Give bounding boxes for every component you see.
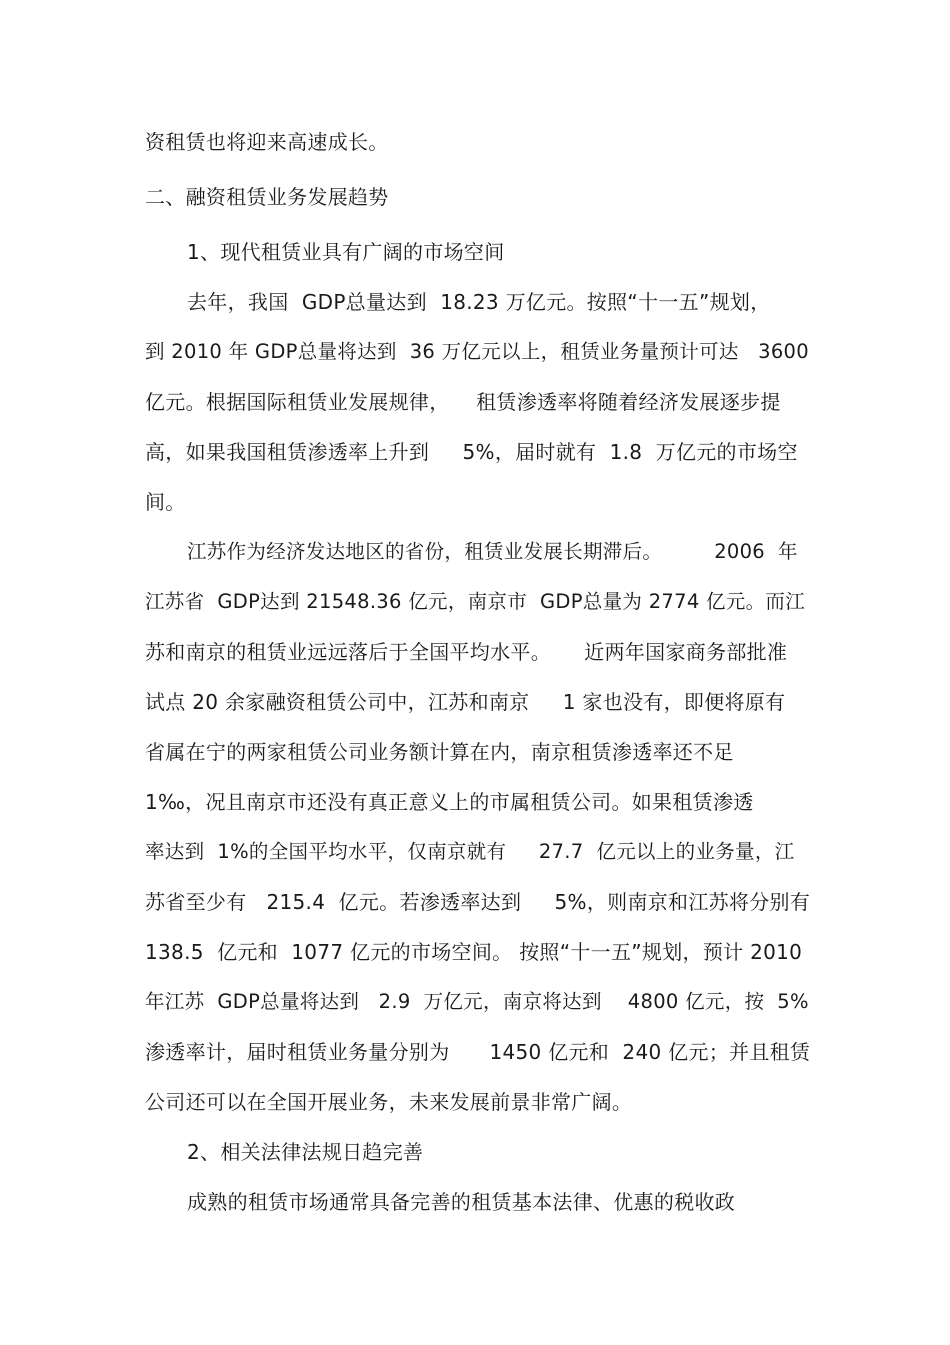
text-line: 资租赁也将迎来高速成长。	[145, 130, 389, 154]
subsection-heading: 2、相关法律法规日趋完善	[187, 1140, 424, 1164]
text-line: 1‰，况且南京市还没有真正意义上的市属租赁公司。如果租赁渗透	[145, 790, 754, 814]
text-line: 高，如果我国租赁渗透率上升到 5%，届时就有 1.8 万亿元的市场空	[145, 440, 798, 464]
text-line: 到 2010 年 GDP总量将达到 36 万亿元以上，租赁业务量预计可达 3600	[145, 340, 809, 363]
text-line: 渗透率计，届时租赁业务量分别为 1450 亿元和 240 亿元；并且租赁	[145, 1040, 811, 1064]
text-line: 江苏省 GDP达到 21548.36 亿元，南京市 GDP总量为 2774 亿元。而江	[145, 590, 806, 613]
text-line: 省属在宁的两家租赁公司业务额计算在内，南京租赁渗透率还不足	[145, 740, 734, 764]
text-line: 公司还可以在全国开展业务，未来发展前景非常广阔。	[145, 1090, 633, 1114]
text-line: 苏省至少有 215.4 亿元。若渗透率达到 5%，则南京和江苏将分别有	[145, 890, 811, 914]
section-heading: 二、融资租赁业务发展趋势	[145, 185, 389, 209]
text-line: 江苏作为经济发达地区的省份，租赁业发展长期滞后。 2006 年	[187, 540, 798, 563]
text-line: 138.5 亿元和 1077 亿元的市场空间。 按照“十一五”规划，预计 2010	[145, 940, 803, 964]
text-line: 年江苏 GDP总量将达到 2.9 万亿元，南京将达到 4800 亿元，按 5%	[145, 990, 809, 1013]
text-line: 试点 20 余家融资租赁公司中，江苏和南京 1 家也没有，即便将原有	[145, 690, 786, 714]
text-line: 成熟的租赁市场通常具备完善的租赁基本法律、优惠的税收政	[187, 1190, 736, 1214]
text-line: 亿元。根据国际租赁业发展规律， 租赁渗透率将随着经济发展逐步提	[145, 390, 781, 414]
text-line: 间。	[145, 490, 186, 514]
text-line: 苏和南京的租赁业远远落后于全国平均水平。 近两年国家商务部批准	[145, 640, 788, 664]
text-line: 率达到 1%的全国平均水平，仅南京就有 27.7 亿元以上的业务量，江	[145, 840, 795, 863]
subsection-heading: 1、现代租赁业具有广阔的市场空间	[187, 240, 505, 264]
text-line: 去年，我国 GDP总量达到 18.23 万亿元。按照“十一五”规划，	[187, 290, 771, 314]
